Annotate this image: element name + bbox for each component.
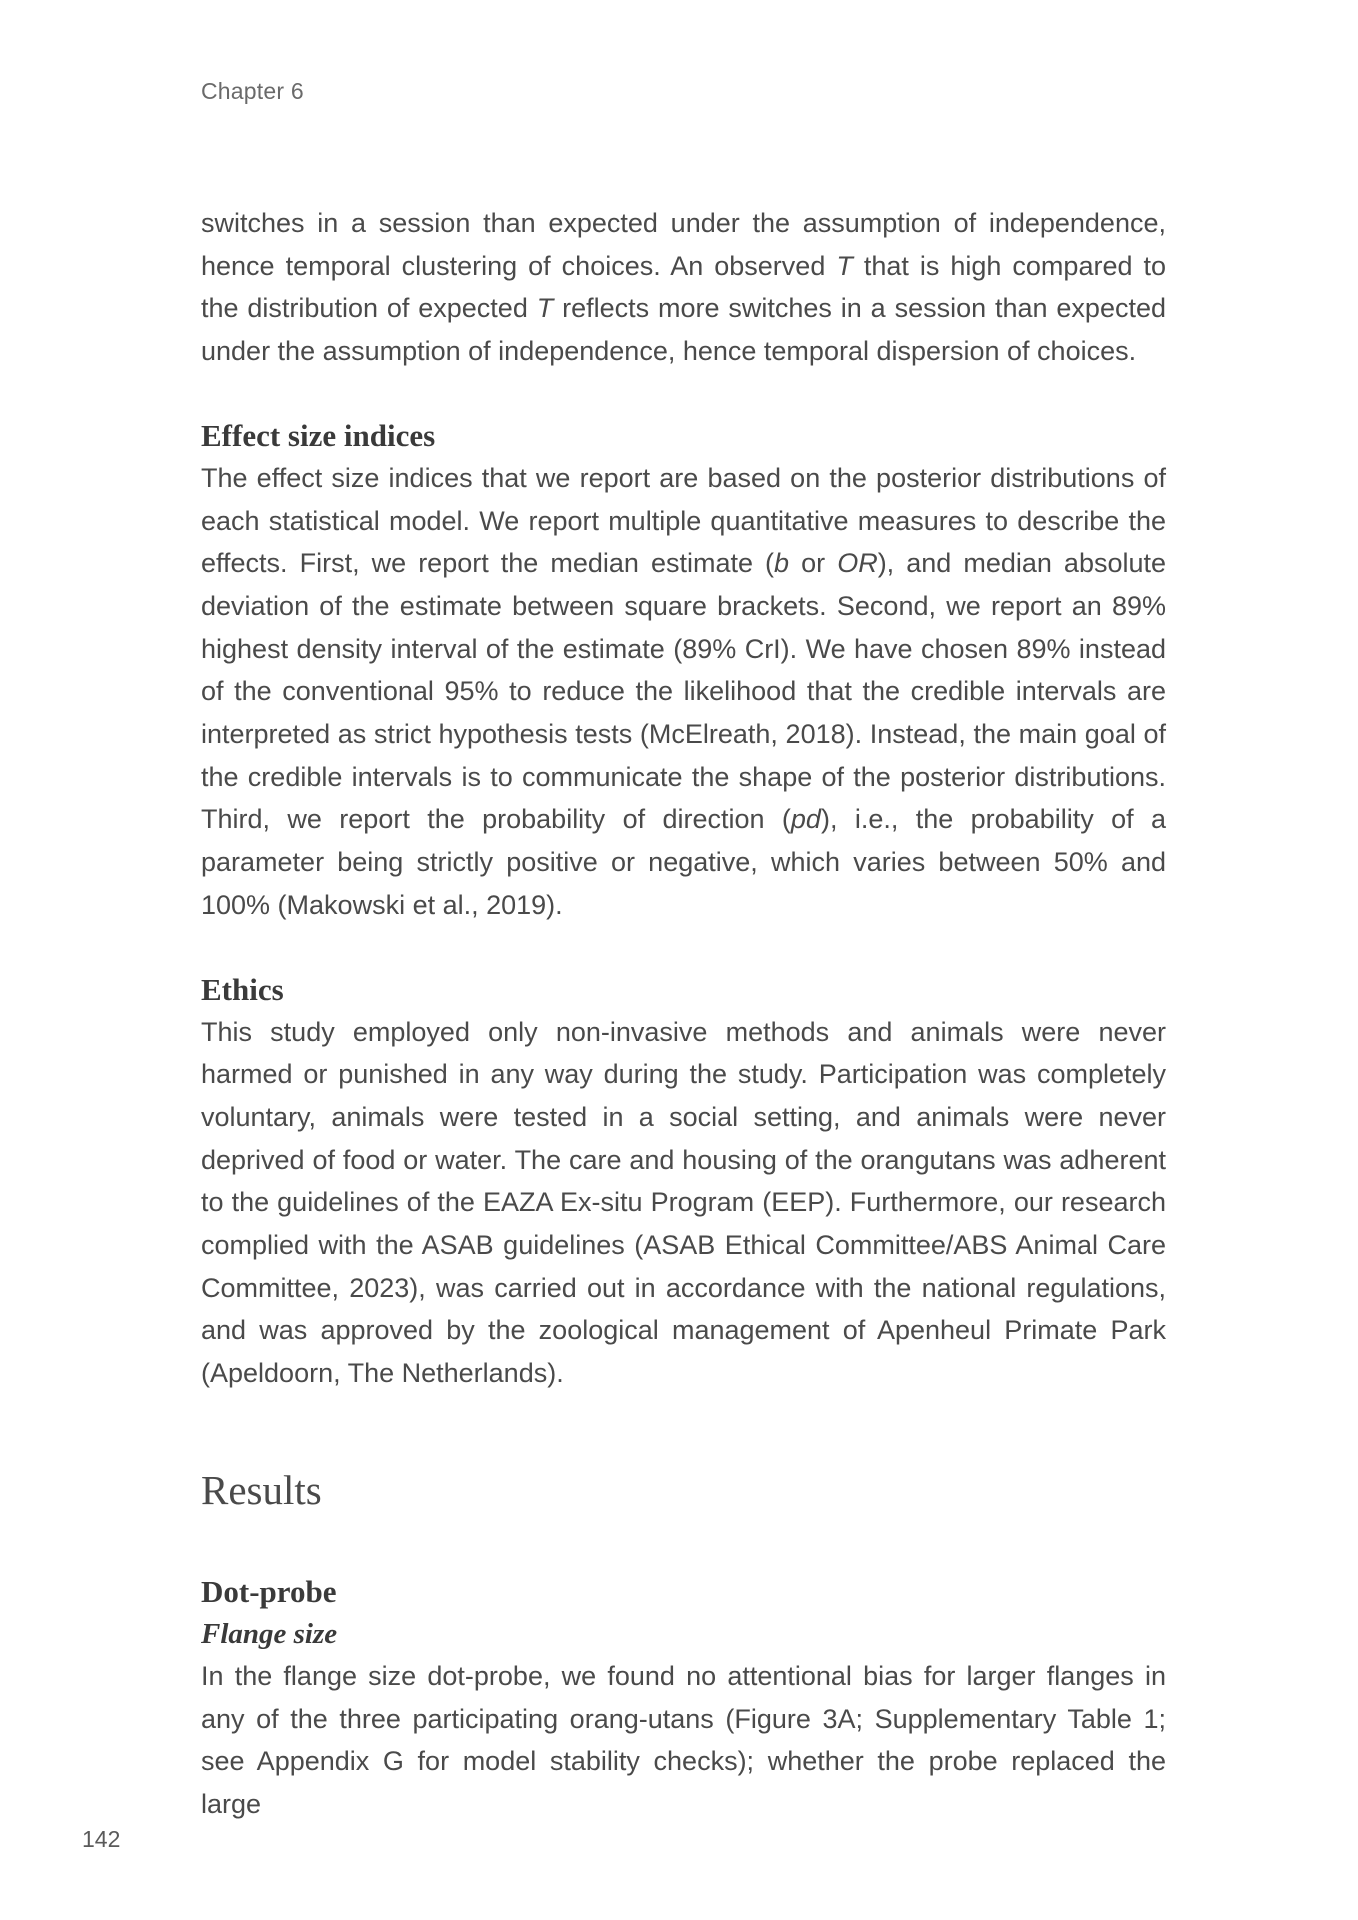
dot-probe-heading: Dot-probe	[201, 1573, 337, 1609]
results-heading: Results	[201, 1466, 322, 1513]
ethics-heading: Ethics	[201, 971, 284, 1007]
effect-size-paragraph: The effect size indices that we report are based on the posterior distributions of each statistical model. We report multiple quantitative measures to describe the effects. First, we report the median estimate (b or OR), and median absolute deviation of the estimate between square brackets. Second, we report an 89% highest density interval of the estimate (89% CrI). We have chosen 89% instead of the conventional 95% to reduce the likelihood that the credible intervals are interpreted as strict hypothesis tests (McElreath, 2018). Instead, the main goal of the credible intervals is to communicate the shape of the posterior distributions. Third, we report the probability of direction (pd), i.e., the probability of a parameter being strictly positive or negative, which varies between 50% and 100% (Makowski et al., 2019).	[201, 462, 1167, 920]
intro-paragraph: switches in a session than expected under the assumption of independence, hence temporal clustering of choices. An observed T that is high compared to the distribution of expected T reflects more switches in a session than expected under the assumption of independence, hence temporal dispersion of choices.	[201, 208, 1166, 367]
running-head: Chapter 6	[201, 78, 304, 104]
page-number: 142	[82, 1826, 121, 1852]
results-paragraph: In the flange size dot-probe, we found no attentional bias for larger flanges in any of the three participating orang-utans (Figure 3A; Supplementary Table 1; see Appendix G for model stability checks); whether the probe replaced the large	[201, 1660, 1166, 1819]
effect-size-heading: Effect size indices	[201, 417, 436, 453]
ethics-paragraph: This study employed only non-invasive methods and animals were never harmed or punished in any way during the study. Participation was completely voluntary, animals were tested in a social setting, and animals were never deprived of food or water. The care and housing of the orangutans was adherent to the guidelines of the EAZA Ex-situ Program (EEP). Furthermore, our research complied with the ASAB guidelines (ASAB Ethical Committee/ABS Animal Care Committee, 2023), was carried out in accordance with the national regulations, and was approved by the zoological management of Apenheul Primate Park (Apeldoorn, The Netherlands).	[201, 1016, 1166, 1389]
page-content	[201, 202, 1166, 1826]
flange-size-heading: Flange size	[201, 1617, 338, 1650]
